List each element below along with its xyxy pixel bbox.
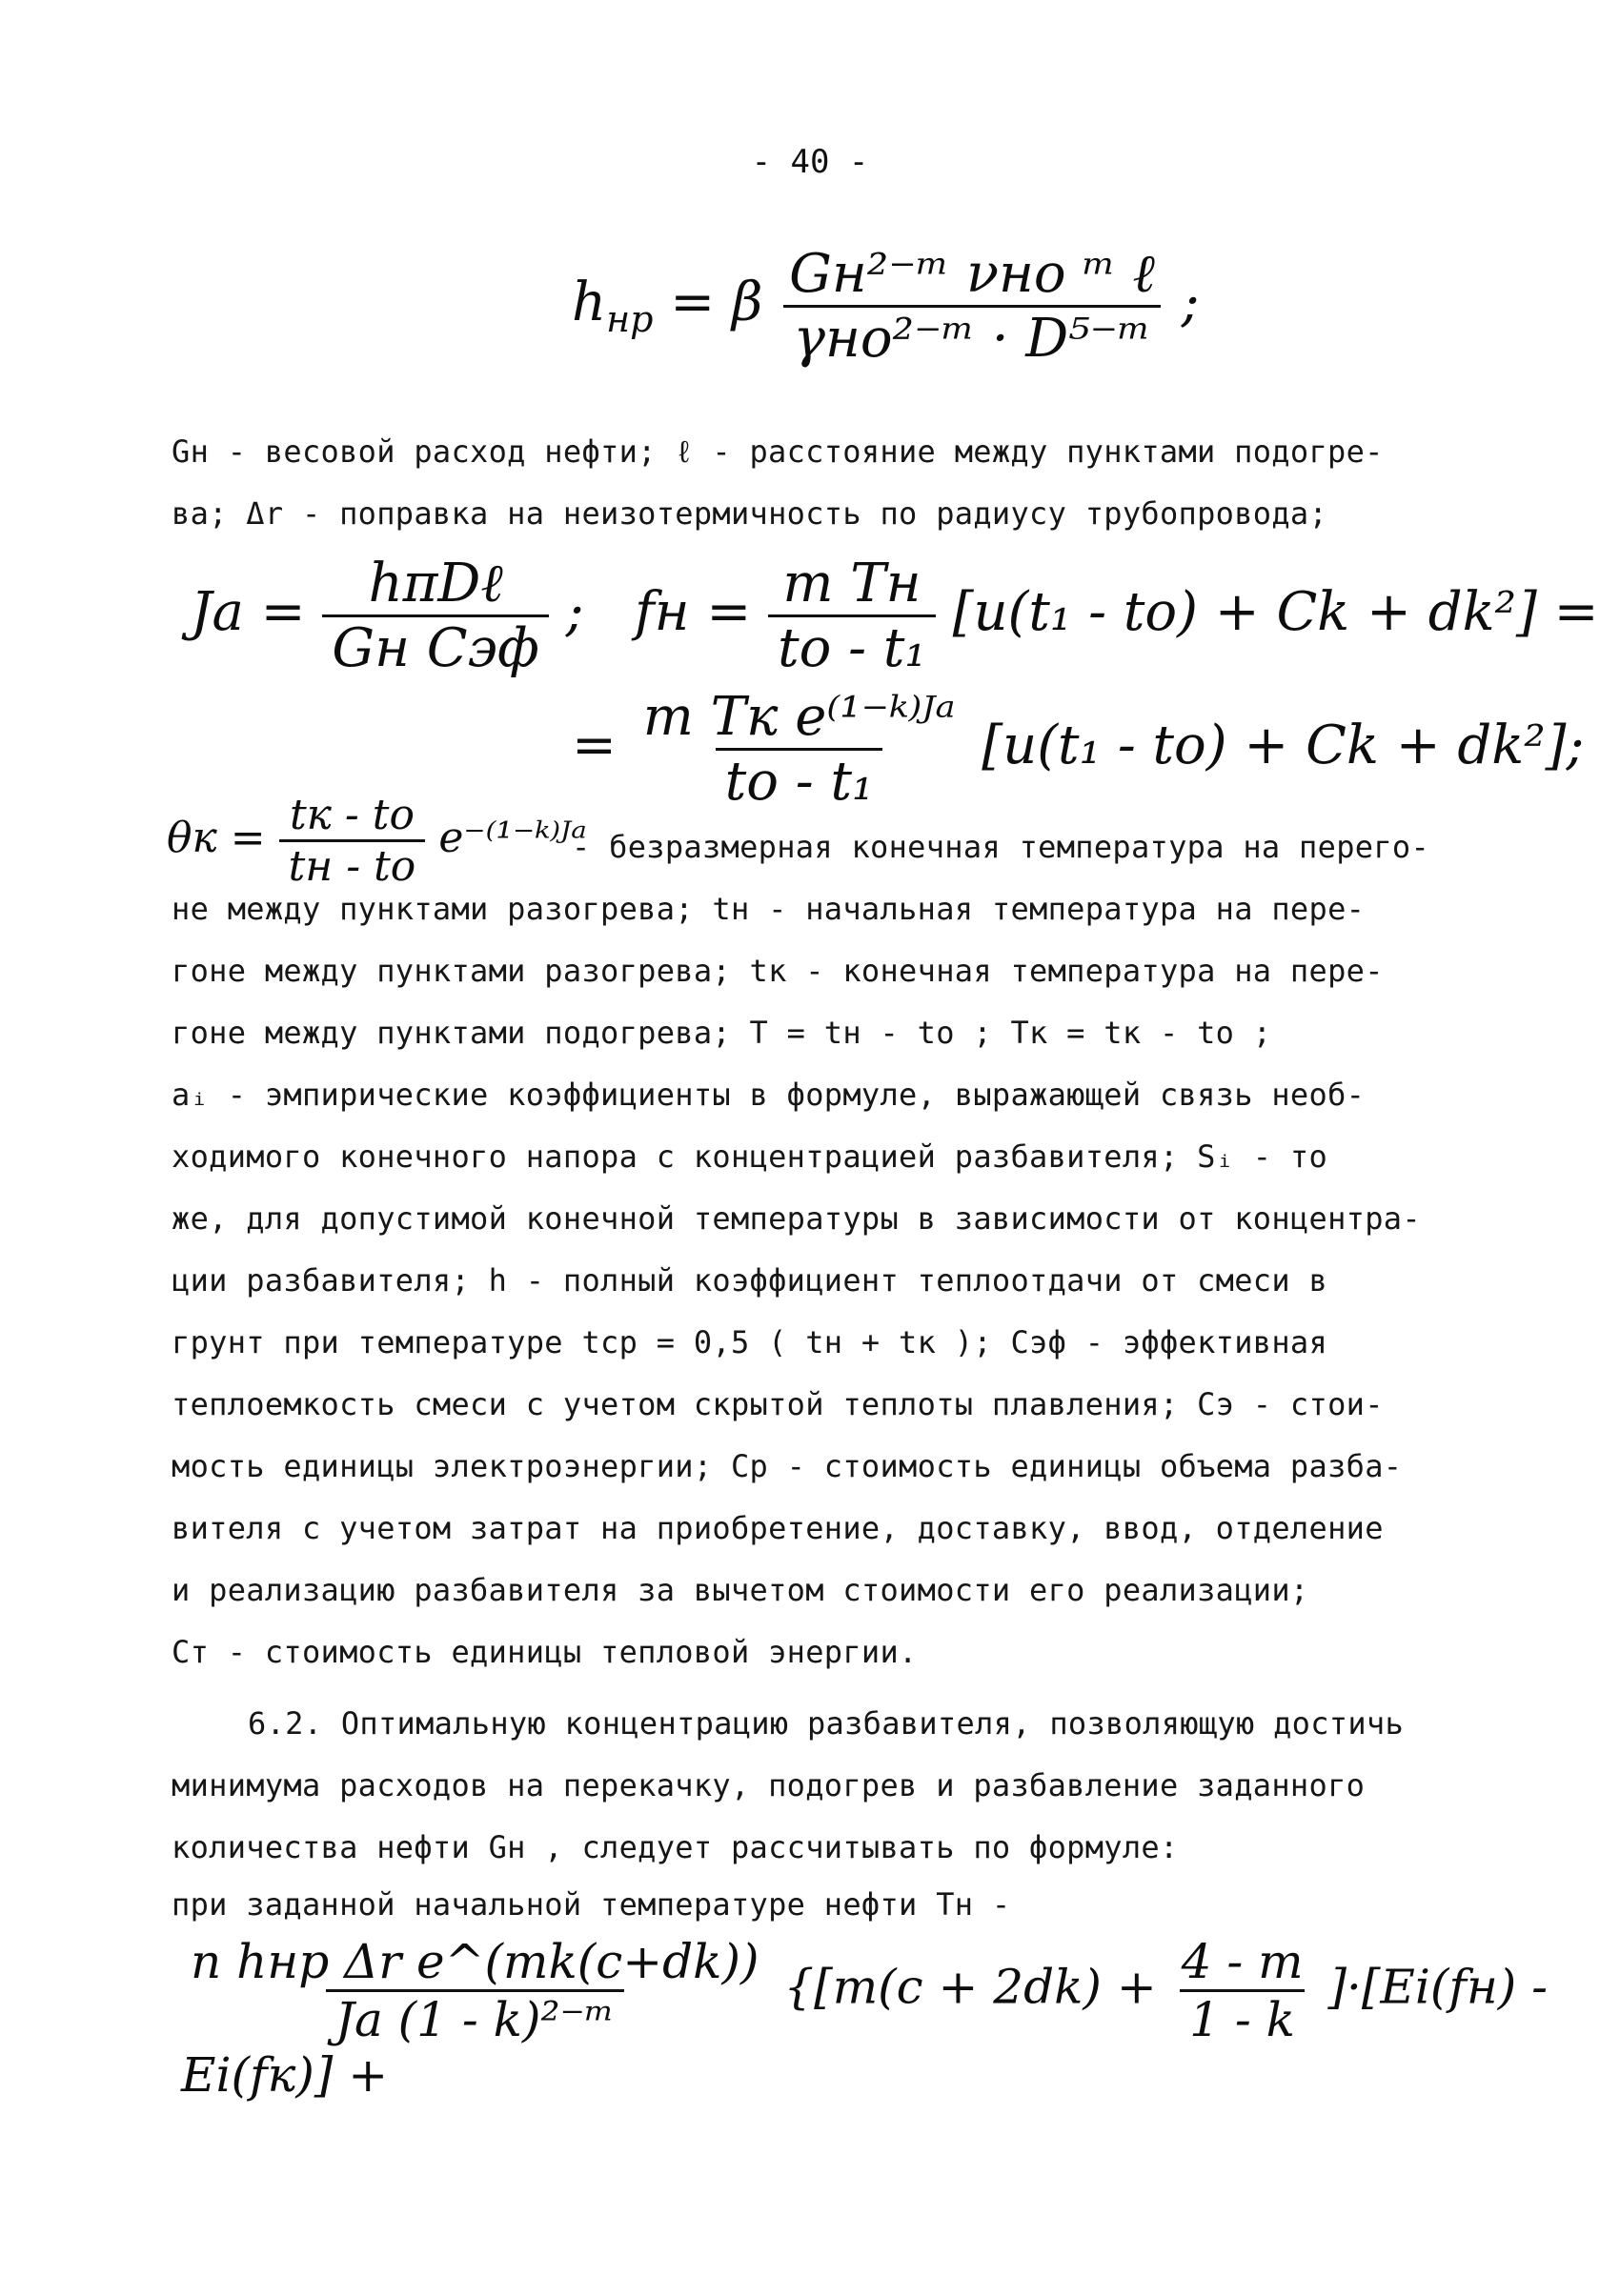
formula-final-denominator: Ja (1 - k)²⁻ᵐ	[326, 1989, 624, 2047]
formula-ja2-denominator: tо - t₁	[716, 748, 883, 813]
text-line-14: вителя с учетом затрат на приобретение, доставку, ввод, отделение	[172, 1510, 1384, 1546]
text-line-12: теплоемкость смеси с учетом скрытой теплоты плавления; Cэ - стои-	[172, 1386, 1384, 1422]
formula-theta-exp: e⁻⁽¹⁻ᵏ⁾ᴶᵃ	[438, 814, 587, 862]
formula-h-eq: =	[670, 272, 716, 333]
text-line-9: же, для допустимой конечной температуры в зависимости от концентра-	[172, 1200, 1421, 1237]
formula-theta-fraction	[279, 791, 426, 891]
formula-h-coef: β	[731, 272, 763, 333]
formula-h-denominator: γнo²⁻ᵐ · D⁵⁻ᵐ	[783, 305, 1160, 370]
text-line-4: не между пунктами разогрева; tн - начальная температура на пере-	[172, 891, 1366, 927]
formula-f-fraction	[768, 553, 936, 679]
text-line-13: мость единицы электроэнергии; Cр - стоимость единицы объема разба-	[172, 1448, 1403, 1484]
formula-h-lhs: h	[572, 272, 607, 333]
text-line-19: количества нефти Gн , следует рассчитывать по формуле:	[172, 1829, 1179, 1865]
formula-ja-separator: ;	[565, 581, 584, 643]
formula-theta	[167, 791, 587, 891]
formula-ja-lhs: Ja =	[191, 581, 306, 643]
formula-h-fraction	[780, 243, 1164, 370]
formula-f-numerator: m Tн	[782, 553, 921, 614]
text-line-2: ва; Δr - поправка на неизотермичность по радиусу трубопровода;	[172, 495, 1328, 532]
formula-theta-lhs: θк =	[167, 814, 266, 862]
formula-final-rest: ]·[Ei(fн) - Ei(fк)] +	[181, 1959, 1549, 2103]
formula-final	[181, 1934, 1620, 2103]
formula-ja2-fraction	[634, 686, 965, 813]
formula-head-loss	[572, 243, 1200, 370]
text-line-5: гоне между пунктами разогрева; tк - конечная температура на пере-	[172, 953, 1384, 989]
formula-final-sub-numerator: 4 - m	[1181, 1934, 1304, 1989]
formula-final-subfraction	[1172, 1934, 1313, 2047]
text-line-17: 6.2. Оптимальную концентрацию разбавителя, позволяющую достичь	[248, 1705, 1405, 1742]
text-line-10: ции разбавителя; h - полный коэффициент теплоотдачи от смеси в	[172, 1262, 1328, 1299]
formula-h-lhs-sub: нр	[606, 298, 654, 341]
formula-theta-numerator: tк - tо	[289, 791, 415, 839]
text-line-16: Cт - стоимость единицы тепловой энергии.	[172, 1634, 918, 1670]
formula-f-lhs: fн =	[634, 581, 752, 643]
text-line-20: при заданной начальной температуре нефти Tн -	[172, 1886, 1011, 1923]
formula-ja2-eq: =	[572, 715, 617, 776]
text-line-7: aᵢ - эмпирические коэффициенты в формуле, выражающей связь необ-	[172, 1077, 1366, 1113]
formula-final-brace: {[m(c + 2dk) +	[783, 1959, 1157, 2015]
text-line-3: - безразмерная конечная температура на перего-	[572, 829, 1430, 865]
formula-final-numerator: n hнр Δr e^(mk(c+dk))	[191, 1934, 759, 1989]
formula-ja2-bracket: [u(t₁ - tо) + Ck + dk²];	[982, 715, 1585, 776]
formula-ja2-numerator: m Tк e⁽¹⁻ᵏ⁾ᴶᵃ	[642, 686, 956, 748]
formula-ja	[191, 553, 1599, 679]
text-line-18: минимума расходов на перекачку, подогрев и разбавление заданного	[172, 1767, 1366, 1803]
formula-theta-denominator: tн - tо	[279, 839, 426, 891]
text-line-11: грунт при температуре tср = 0,5 ( tн + tк ); Cэф - эффективная	[172, 1324, 1328, 1360]
page-number: - 40 -	[751, 143, 869, 181]
text-line-15: и реализацию разбавителя за вычетом стоимости его реализации;	[172, 1572, 1309, 1608]
text-line-6: гоне между пунктами подогрева; T = tн - tо ; Tк = tк - tо ;	[172, 1015, 1272, 1051]
formula-h-numerator: Gн²⁻ᵐ νнo ᵐ ℓ	[789, 243, 1155, 305]
formula-ja-numerator: hπDℓ	[368, 553, 503, 614]
formula-ja-denominator: Gн Cэф	[322, 614, 548, 679]
formula-f-denominator: tо - t₁	[768, 614, 936, 679]
formula-ja-fraction	[322, 553, 548, 679]
formula-h-end: ;	[1181, 272, 1200, 333]
text-line-8: ходимого конечного напора с концентрацией разбавителя; Sᵢ - то	[172, 1138, 1328, 1175]
formula-f-bracket: [u(t₁ - tо) + Ck + dk²] =	[952, 581, 1599, 643]
formula-ja-continued	[572, 686, 1584, 813]
formula-final-sub-denominator: 1 - k	[1180, 1989, 1305, 2047]
formula-final-fraction	[181, 1934, 768, 2047]
text-line-1: Gн - весовой расход нефти; ℓ - расстояние между пунктами подогре-	[172, 433, 1384, 470]
